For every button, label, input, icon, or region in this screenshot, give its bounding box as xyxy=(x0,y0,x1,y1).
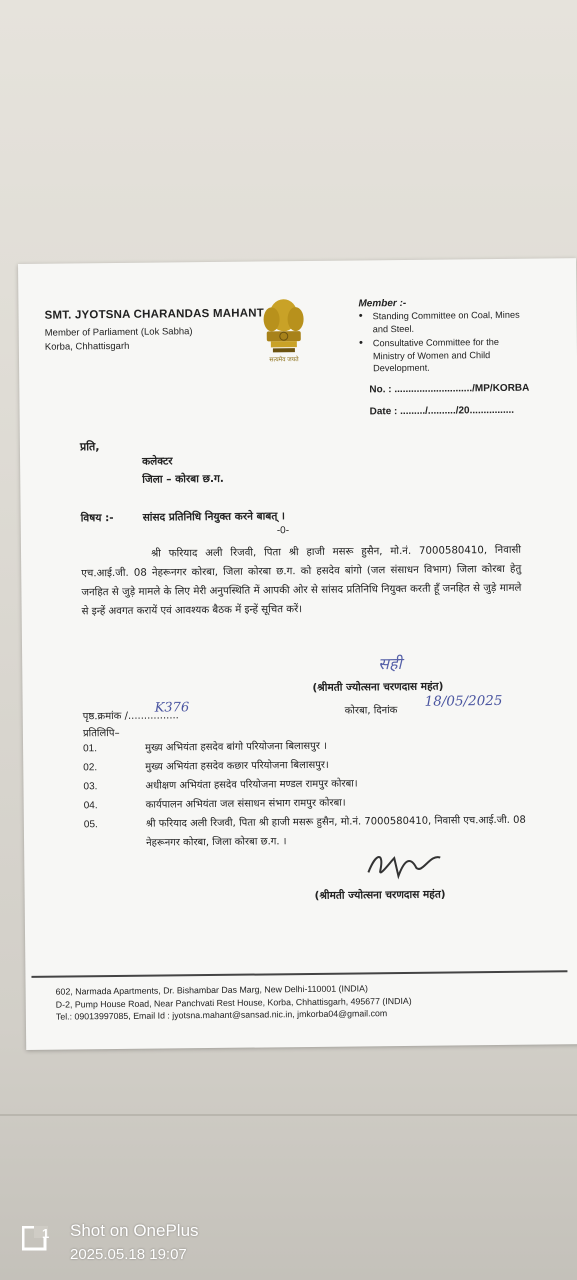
copy-number: 01. xyxy=(83,743,98,755)
copy-recipient: मुख्य अभियंता हसदेव बांगो परियोजना बिलासपुर । xyxy=(145,740,327,754)
handwritten-reference-number: K376 xyxy=(154,700,190,716)
recipient-district: जिला – कोरबा छ.ग. xyxy=(142,472,224,486)
handwritten-signature-mark: सही xyxy=(378,654,402,674)
committee-item: ● Consultative Committee for the Ministry of Women and Child Development. xyxy=(359,336,529,375)
emblem-motto: सत्यमेव जयते xyxy=(269,357,299,364)
reference-label: पृष्ठ.क्रमांक /................ xyxy=(82,710,179,723)
letter-body: श्री फरियाद अली रिजवी, पिता श्री हाजी मसरू हुसैन, मो.नं. 7000580410, निवासी एच.आई.जी. 08 नेहरूनगर कोरबा, जिला कोरबा छ.ग. को हसदेव बांगो (जल संसाधन विभाग) जिला कोरबा हेतु जनहित से जुड़े मामले के लिए मेरी अनुपस्थिति में आपकी ओर से सांसद प्रतिनिधि नियुक्त करती हूँ जनहित से जुड़े मामले से इन्हें अवगत करायें एवं आवश्यक बैठक में इन्हें सूचित करें। xyxy=(81,544,522,618)
subject-label: विषय :- xyxy=(80,512,114,525)
svg-text:1: 1 xyxy=(42,1226,50,1241)
committee-item: ● Standing Committee on Coal, Mines and Steel. xyxy=(359,309,529,336)
date-line: Date : ........./........../20................ xyxy=(369,404,515,418)
letterhead-document xyxy=(18,258,577,1050)
floor-tile-seam xyxy=(0,1114,577,1116)
separator: -0- xyxy=(276,525,290,537)
signatory-name-2: (श्रीमती ज्योत्सना चरणदास महंत) xyxy=(314,888,446,902)
mp-name: SMT. JYOTSNA CHARANDAS MAHANT xyxy=(44,307,265,322)
copy-recipient: कार्यपालन अभियंता जल संसाधन संभाग रामपुर कोरबा। xyxy=(145,797,346,811)
member-heading: Member :- xyxy=(358,297,407,310)
footer-divider xyxy=(31,970,567,977)
oneplus-logo-icon xyxy=(22,1226,56,1256)
copy-number: 04. xyxy=(83,800,98,812)
signature-scribble xyxy=(364,848,444,888)
watermark-title: Shot on OnePlus xyxy=(70,1221,199,1240)
recipient-title: कलेक्टर xyxy=(142,455,173,468)
watermark-timestamp: 2025.05.18 19:07 xyxy=(70,1246,187,1263)
recipient-prefix: प्रति, xyxy=(79,440,100,454)
signatory-name: (श्रीमती ज्योत्सना चरणदास महंत) xyxy=(312,680,444,694)
national-emblem-icon xyxy=(258,293,309,374)
copy-to-label: प्रतिलिपि– xyxy=(82,727,120,740)
contact-line: Tel.: 09013997085, Email Id : jyotsna.mahant@sansad.nic.in, jmkorba04@gmail.com xyxy=(55,1008,388,1022)
member-committee-list xyxy=(359,309,530,377)
copy-recipient: श्री फरियाद अली रिजवी, पिता श्री हाजी मसरू हुसैन, मो.नं. 7000580410, निवासी एच.आई.जी. 08 नेहरूनगर कोरबा, जिला कोरबा छ.ग. । xyxy=(145,814,526,849)
mp-designation: Member of Parliament (Lok Sabha) xyxy=(44,326,193,339)
handwritten-date: 18/05/2025 xyxy=(424,692,503,710)
city-date-label: कोरबा, दिनांक xyxy=(344,705,398,717)
korba-address: D-2, Pump House Road, Near Panchvati Rest House, Korba, Chhattisgarh, 495677 (INDIA) xyxy=(55,995,412,1010)
copy-number: 03. xyxy=(83,781,98,793)
mp-designation-block xyxy=(45,325,193,355)
subject-text: सांसद प्रतिनिधि नियुक्त करने बाबत् । xyxy=(142,510,286,524)
copy-number: 02. xyxy=(83,762,98,774)
delhi-address: 602, Narmada Apartments, Dr. Bishambar Das Marg, New Delhi-110001 (INDIA) xyxy=(55,983,368,997)
reference-number-line: No. : ............................/MP/KORBA xyxy=(369,382,530,396)
copy-recipient: मुख्य अभियंता हसदेव कछार परियोजना बिलासपुर। xyxy=(145,759,329,773)
footer-address xyxy=(56,980,556,1023)
mp-location: Korba, Chhattisgarh xyxy=(44,340,130,353)
copy-recipient: अधीक्षण अभियंता हसदेव परियोजना मण्डल रामपुर कोरबा। xyxy=(145,778,358,792)
copy-number: 05. xyxy=(83,819,98,831)
